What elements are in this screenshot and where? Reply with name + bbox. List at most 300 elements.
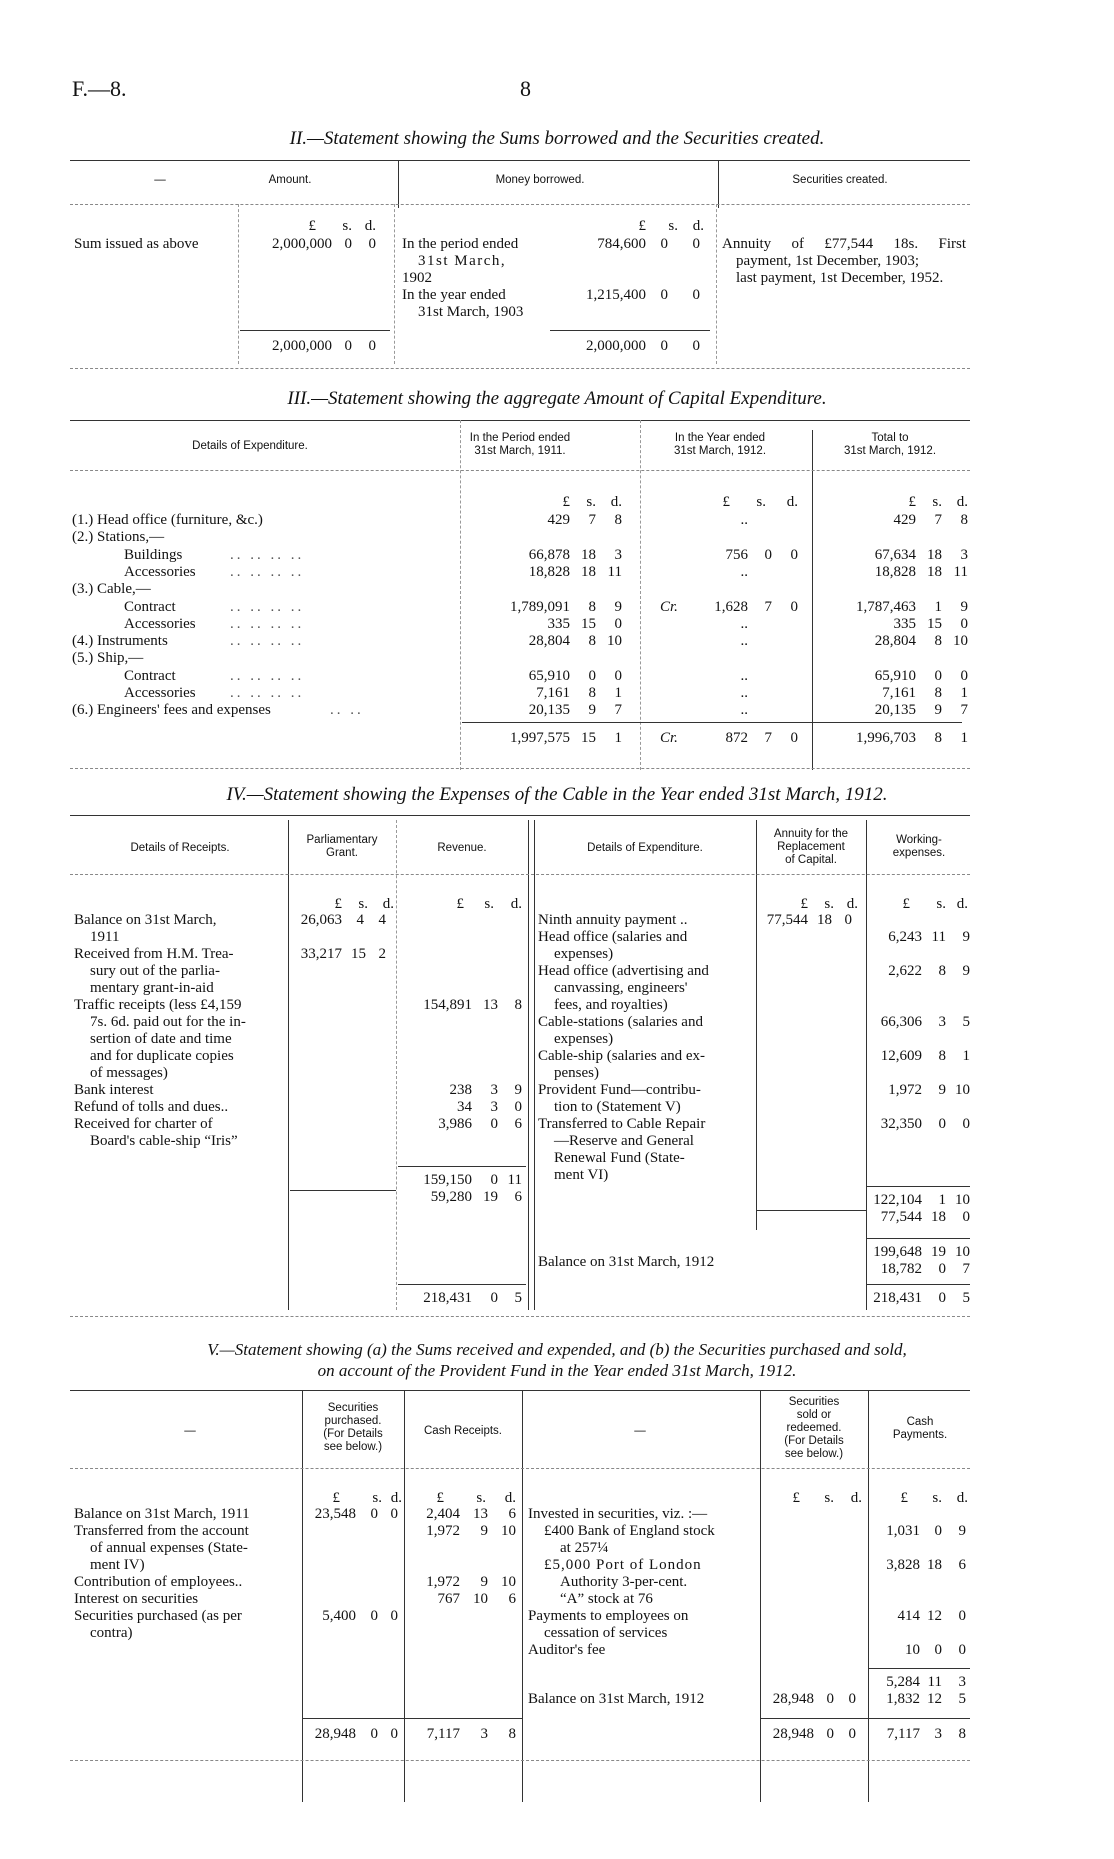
purchased-securities-pence: 0: [390, 1608, 398, 1624]
period-2-line-1: In the year ended: [402, 287, 506, 303]
header-year-1912-line-1: In the Year ended: [674, 432, 766, 444]
working-advertising-pence: 9: [962, 963, 970, 979]
balance-1912-label: Balance on 31st March, 1912: [538, 1254, 715, 1270]
header-dash: —: [184, 1425, 196, 1437]
cumulative-pence: 7: [960, 702, 968, 719]
rule: [760, 1718, 970, 1719]
total-purchased-shillings: 0: [370, 1726, 378, 1742]
currency-pence: d.: [956, 896, 968, 912]
cumulative-shillings: 1: [934, 598, 942, 615]
amount-shillings: 0: [344, 236, 352, 252]
purchased-balance-pence: 0: [390, 1506, 398, 1522]
amount-pounds: 2,000,000: [272, 236, 332, 252]
year-1912-pounds: ..: [740, 512, 748, 528]
working-balance-pounds: 18,782: [880, 1261, 922, 1277]
expenditure-item-label: Contract: [124, 598, 176, 615]
revenue-subtotal-pence: 11: [507, 1172, 522, 1188]
working-provident-pounds: 1,972: [888, 1082, 922, 1098]
total-year-1912-pence: 0: [790, 730, 798, 746]
period-1911-pounds: 65,910: [528, 667, 570, 684]
currency-shillings: s.: [824, 896, 834, 912]
purchased-securities-pounds: 5,400: [322, 1608, 356, 1624]
period-1911-shillings: 18: [581, 546, 596, 563]
total-sold-shillings: 0: [826, 1726, 834, 1742]
expenditure-line: fees, and royalties): [554, 997, 668, 1013]
receipts-contribution-pence: 10: [501, 1574, 516, 1590]
payments-balance-pounds: 1,832: [886, 1691, 920, 1707]
header-year-1912-line-2: 31st March, 1912.: [673, 445, 767, 457]
working-total-pence: 5: [962, 1290, 970, 1306]
rule: [396, 820, 397, 1310]
expenditure-line: penses): [554, 1065, 599, 1081]
rule: [640, 420, 641, 770]
total-sold-pence: 0: [848, 1726, 856, 1742]
statement-ii-title: II.—Statement showing the Sums borrowed and the Securities created.: [289, 128, 825, 149]
receipts-interest-pence: 6: [508, 1591, 516, 1607]
cumulative-pence: 3: [960, 546, 968, 563]
rule: [462, 722, 962, 723]
working-stations-pounds: 66,306: [880, 1014, 922, 1030]
revenue-traffic-shillings: 13: [483, 997, 498, 1013]
rule: [302, 1390, 303, 1802]
rule: [70, 204, 970, 205]
payment-line: £5,000 Port of London: [544, 1557, 702, 1573]
cumulative-pounds: 20,135: [874, 702, 916, 719]
working-balance-shillings: 0: [938, 1261, 946, 1277]
cumulative-pence: 9: [960, 598, 968, 615]
header-purchased-line-3: (For Details: [323, 1428, 383, 1440]
statement-iv-title: IV.—Statement showing the Expenses of the Cable in the Year ended 31st March, 1912.: [226, 784, 888, 805]
cumulative-pounds: 1,787,463: [856, 598, 916, 615]
cumulative-pounds: 7,161: [882, 685, 916, 701]
header-receipts: Details of Receipts.: [130, 842, 230, 854]
rule: [718, 160, 719, 208]
rule: [398, 160, 399, 208]
cumulative-shillings: 8: [934, 685, 942, 701]
currency-shillings: s.: [756, 494, 766, 510]
currency-pence: d.: [504, 1490, 516, 1506]
period-1-shillings: 0: [660, 236, 668, 252]
rule: [528, 820, 529, 1310]
header-total-line-1: Total to: [871, 432, 909, 444]
header-expenditure: Details of Expenditure.: [587, 842, 703, 854]
revenue-traffic-pounds: 154,891: [423, 997, 472, 1013]
expenditure-item-label: Accessories: [124, 615, 196, 632]
rule: [302, 1718, 522, 1719]
total-payments-shillings: 3: [934, 1726, 942, 1742]
grant-balance-shillings: 4: [356, 912, 364, 928]
header-cash-payments-line-1: Cash: [906, 1416, 934, 1428]
working-provident-shillings: 9: [938, 1082, 946, 1098]
leader-dots: .. .. .. ..: [230, 563, 305, 580]
cumulative-pence: 11: [953, 563, 968, 580]
header-total-line-2: 31st March, 1912.: [843, 445, 937, 457]
rule: [866, 820, 867, 1310]
period-1911-pounds: 429: [547, 512, 570, 528]
currency-pounds: £: [562, 494, 570, 510]
securities-line-1: Annuity of £77,544 18s. First: [722, 236, 966, 252]
annuity-pounds: 77,544: [766, 912, 808, 928]
cumulative-shillings: 7: [934, 512, 942, 528]
expenditure-line: Head office (salaries and: [538, 929, 688, 945]
rule: [70, 470, 970, 471]
sold-balance-pounds: 28,948: [772, 1691, 814, 1707]
currency-pounds: £: [908, 494, 916, 510]
total-period-1911-shillings: 15: [581, 730, 596, 746]
cumulative-shillings: 18: [927, 563, 942, 580]
receipt-line: mentary grant-in-aid: [90, 980, 214, 996]
rule: [756, 820, 757, 1230]
leader-dots: .. .. .. ..: [230, 667, 305, 684]
working-ship-pence: 1: [962, 1048, 970, 1064]
payments-boe-pounds: 1,031: [886, 1523, 920, 1539]
period-1-pence: 0: [692, 236, 700, 252]
currency-pence: d.: [510, 896, 522, 912]
working-subtotal-shillings: 1: [938, 1192, 946, 1208]
period-1911-pence: 9: [614, 598, 622, 615]
receipts-contribution-shillings: 9: [480, 1574, 488, 1590]
currency-pounds: £: [792, 1490, 800, 1506]
currency-pence: d.: [364, 218, 376, 234]
period-1911-pence: 0: [614, 667, 622, 684]
total-cumulative-pounds: 1,996,703: [856, 730, 916, 746]
statement-iii-title: III.—Statement showing the aggregate Amount of Capital Expenditure.: [287, 388, 827, 409]
currency-shillings: s.: [668, 218, 678, 234]
year-1912-pounds: ..: [740, 702, 748, 719]
total-year-1912-pounds: 872: [725, 730, 748, 746]
header-purchased-line-1: Securities: [327, 1402, 379, 1414]
payments-auditor-shillings: 0: [934, 1642, 942, 1658]
row-label: Sum issued as above: [74, 236, 199, 252]
receipt-line: Refund of tolls and dues..: [74, 1099, 229, 1115]
period-1911-pence: 11: [607, 563, 622, 580]
currency-shillings: s.: [932, 1490, 942, 1506]
revenue-traffic-pence: 8: [514, 997, 522, 1013]
working-head-office-pence: 9: [962, 929, 970, 945]
expenditure-item-label: (6.) Engineers' fees and expenses: [72, 702, 271, 719]
header-annuity-line-2: Replacement: [777, 841, 845, 853]
sold-balance-pence: 0: [848, 1691, 856, 1707]
statement-v-title-line-2: on account of the Provident Fund in the Year ended 31st March, 1912.: [317, 1361, 797, 1380]
total-borrowed-pounds: 2,000,000: [586, 338, 646, 354]
cumulative-pounds: 67,634: [874, 546, 916, 563]
year-1912-pounds: 756: [725, 546, 748, 563]
purchased-securities-shillings: 0: [370, 1608, 378, 1624]
period-1-line-1: In the period ended: [402, 236, 519, 252]
revenue-bank-shillings: 3: [490, 1082, 498, 1098]
working-ship-shillings: 8: [938, 1048, 946, 1064]
receipt-line: ment IV): [90, 1557, 145, 1573]
period-1911-pence: 1: [614, 685, 622, 701]
period-1911-pence: 3: [614, 546, 622, 563]
working-repair-shillings: 0: [938, 1116, 946, 1132]
expenditure-item-label: Contract: [124, 667, 176, 684]
period-1911-shillings: 0: [588, 667, 596, 684]
year-1912-shillings: 7: [764, 598, 772, 615]
securities-line-3: last payment, 1st December, 1952.: [736, 270, 944, 286]
total-purchased-pence: 0: [390, 1726, 398, 1742]
cumulative-shillings: 15: [927, 615, 942, 632]
leader-dots: .. .. .. ..: [230, 546, 305, 563]
year-1912-shillings: 0: [764, 546, 772, 563]
rule: [70, 1316, 970, 1317]
period-1911-shillings: 8: [588, 598, 596, 615]
balance-1912-label: Balance on 31st March, 1912: [528, 1691, 705, 1707]
expenditure-item-label: (2.) Stations,—: [72, 529, 165, 546]
total-payments-pence: 8: [958, 1726, 966, 1742]
header-amount: Amount.: [268, 174, 312, 186]
rule: [70, 1468, 970, 1469]
total-year-1912-shillings: 7: [764, 730, 772, 746]
payment-line: Authority 3-per-cent.: [560, 1574, 688, 1590]
purchased-balance-pounds: 23,548: [314, 1506, 356, 1522]
working-sum-pounds: 199,648: [873, 1244, 922, 1260]
currency-pounds: £: [902, 896, 910, 912]
expenditure-line: Cable-ship (salaries and ex-: [538, 1048, 706, 1064]
rule: [716, 204, 717, 364]
cumulative-pence: 1: [960, 685, 968, 701]
working-stations-shillings: 3: [938, 1014, 946, 1030]
rule: [290, 1190, 396, 1191]
cumulative-shillings: 9: [934, 702, 942, 719]
currency-shillings: s.: [824, 1490, 834, 1506]
period-1911-pounds: 18,828: [528, 563, 570, 580]
currency-pence: d.: [850, 1490, 862, 1506]
total-borrowed-shillings: 0: [660, 338, 668, 354]
payments-subtotal-shillings: 11: [927, 1674, 942, 1690]
year-1912-pounds: ..: [740, 667, 748, 684]
revenue-bank-pence: 9: [514, 1082, 522, 1098]
rule: [460, 420, 461, 770]
expenditure-item-label: (5.) Ship,—: [72, 650, 144, 667]
year-1912-pounds: ..: [740, 685, 748, 701]
period-1911-pounds: 1,789,091: [510, 598, 570, 615]
header-purchased-line-2: purchased.: [324, 1415, 382, 1427]
revenue-grant-shillings: 19: [483, 1189, 498, 1205]
receipt-line: Traffic receipts (less £4,159: [74, 997, 242, 1013]
revenue-subtotal-pounds: 159,150: [423, 1172, 472, 1188]
rule: [534, 820, 535, 1310]
rule: [70, 368, 970, 369]
rule: [240, 330, 390, 331]
currency-shillings: s.: [372, 1490, 382, 1506]
cumulative-pence: 0: [960, 615, 968, 632]
currency-shillings: s.: [476, 1490, 486, 1506]
payment-line: £400 Bank of England stock: [544, 1523, 715, 1539]
currency-pence: d.: [846, 896, 858, 912]
year-1912-pounds: ..: [740, 563, 748, 580]
header-sold-line-2: sold or: [796, 1409, 832, 1421]
rule: [522, 1390, 523, 1802]
rule: [70, 874, 970, 875]
working-stations-pence: 5: [962, 1014, 970, 1030]
rule: [760, 1390, 761, 1802]
currency-pence: d.: [786, 494, 798, 510]
rule: [70, 768, 970, 769]
payment-line: cessation of services: [544, 1625, 668, 1641]
grant-balance-pence: 4: [378, 912, 386, 928]
period-1911-pounds: 7,161: [536, 685, 570, 701]
revenue-subtotal-shillings: 0: [490, 1172, 498, 1188]
grant-treasury-pence: 2: [378, 946, 386, 962]
expenditure-line: expenses): [554, 1031, 614, 1047]
expenditure-line: Renewal Fund (State-: [554, 1150, 685, 1166]
leader-dots: .. .. .. ..: [230, 598, 305, 615]
header-dash: —: [154, 174, 166, 186]
currency-pence: d.: [610, 494, 622, 510]
period-1911-shillings: 8: [588, 685, 596, 701]
period-1-line-3: 1902: [402, 270, 432, 286]
expenditure-line: Provident Fund—contribu-: [538, 1082, 701, 1098]
payments-auditor-pence: 0: [958, 1642, 966, 1658]
receipt-line: sury out of the parlia-: [90, 963, 220, 979]
receipts-balance-shillings: 13: [473, 1506, 488, 1522]
receipt-line: sertion of date and time: [90, 1031, 232, 1047]
rule: [756, 1210, 866, 1211]
cumulative-pounds: 18,828: [874, 563, 916, 580]
period-1911-pence: 8: [614, 512, 622, 528]
credit-marker: Cr.: [660, 598, 678, 615]
expenditure-line: canvassing, engineers': [554, 980, 688, 996]
receipts-contribution-pounds: 1,972: [426, 1574, 460, 1590]
payments-pla-pounds: 3,828: [886, 1557, 920, 1573]
payments-boe-pence: 9: [958, 1523, 966, 1539]
cumulative-pounds: 429: [893, 512, 916, 528]
currency-shillings: s.: [932, 494, 942, 510]
period-2-pence: 0: [692, 287, 700, 303]
rule: [238, 204, 239, 364]
cumulative-shillings: 0: [934, 667, 942, 684]
grant-treasury-pounds: 33,217: [300, 946, 342, 962]
total-borrowed-pence: 0: [692, 338, 700, 354]
total-amount-pounds: 2,000,000: [272, 338, 332, 354]
working-repair-pounds: 32,350: [880, 1116, 922, 1132]
revenue-bank-pounds: 238: [449, 1082, 472, 1098]
payment-line: “A” stock at 76: [560, 1591, 653, 1607]
rule: [868, 1668, 970, 1669]
expenditure-item-label: (4.) Instruments: [72, 633, 168, 650]
expenditure-line: ment VI): [554, 1167, 609, 1183]
working-head-office-pounds: 6,243: [888, 929, 922, 945]
working-balance-pence: 7: [962, 1261, 970, 1277]
header-sold-line-1: Securities: [788, 1396, 840, 1408]
working-head-office-shillings: 11: [931, 929, 946, 945]
receipt-line: and for duplicate copies: [90, 1048, 234, 1064]
securities-line-2: payment, 1st December, 1903;: [736, 253, 920, 269]
revenue-refund-pence: 0: [514, 1099, 522, 1115]
header-cash-receipts: Cash Receipts.: [424, 1425, 502, 1437]
cumulative-pence: 0: [960, 667, 968, 684]
total-amount-pence: 0: [368, 338, 376, 354]
period-1911-pence: 10: [607, 633, 622, 650]
expenditure-line: —Reserve and General: [554, 1133, 694, 1149]
leader-dots: .. ..: [330, 702, 364, 719]
header-dash: —: [634, 1425, 646, 1437]
receipts-transfer-pence: 10: [501, 1523, 516, 1539]
header-period-1911-line-2: 31st March, 1911.: [474, 445, 566, 457]
period-2-pounds: 1,215,400: [586, 287, 646, 303]
payments-subtotal-pounds: 5,284: [886, 1674, 920, 1690]
credit-marker: Cr.: [660, 730, 678, 746]
year-1912-pounds: ..: [740, 633, 748, 650]
header-period-1911-line-1: In the Period ended: [469, 432, 571, 444]
header-sold-line-3: redeemed.: [786, 1422, 842, 1434]
header-securities-created: Securities created.: [792, 174, 888, 186]
payment-line: Auditor's fee: [528, 1642, 606, 1658]
working-repair-pence: 0: [962, 1116, 970, 1132]
header-details: Details of Expenditure.: [192, 440, 308, 452]
total-sold-pounds: 28,948: [772, 1726, 814, 1742]
currency-pence: d.: [956, 494, 968, 510]
cumulative-pence: 10: [953, 633, 968, 650]
sold-balance-shillings: 0: [826, 1691, 834, 1707]
year-1912-pence: 0: [790, 598, 798, 615]
header-sold-line-5: see below.): [784, 1448, 844, 1460]
period-1911-pence: 7: [614, 702, 622, 719]
expenditure-item-label: Buildings: [124, 546, 183, 563]
revenue-refund-pounds: 34: [457, 1099, 472, 1115]
expenditure-item-label: (3.) Cable,—: [72, 581, 151, 598]
period-1-line-2: 31st March,: [418, 253, 507, 269]
payments-pla-pence: 6: [958, 1557, 966, 1573]
currency-pounds: £: [436, 1490, 444, 1506]
currency-shillings: s.: [342, 218, 352, 234]
revenue-refund-shillings: 3: [490, 1099, 498, 1115]
header-money-borrowed: Money borrowed.: [495, 174, 585, 186]
rule: [868, 1390, 869, 1802]
expenditure-line: Transferred to Cable Repair: [538, 1116, 706, 1132]
receipt-line: Received from H.M. Trea-: [74, 946, 234, 962]
grant-treasury-shillings: 15: [351, 946, 366, 962]
payments-employees-pence: 0: [958, 1608, 966, 1624]
working-annuity-pounds: 77,544: [880, 1209, 922, 1225]
rule: [70, 160, 970, 161]
cumulative-shillings: 18: [927, 546, 942, 563]
revenue-charter-pence: 6: [514, 1116, 522, 1132]
expenditure-line: Ninth annuity payment ..: [538, 912, 688, 928]
expenditure-line: Head office (advertising and: [538, 963, 709, 979]
expenditure-item-label: (1.) Head office (furniture, &c.): [72, 512, 263, 528]
rule: [70, 1760, 970, 1761]
currency-pounds: £: [900, 1490, 908, 1506]
expenditure-item-label: Accessories: [124, 563, 196, 580]
leader-dots: .. .. .. ..: [230, 615, 305, 632]
year-1912-pounds: ..: [740, 615, 748, 632]
receipt-line: Balance on 31st March,: [74, 912, 217, 928]
receipts-interest-pounds: 767: [437, 1591, 460, 1607]
payments-auditor-pounds: 10: [905, 1642, 920, 1658]
period-1911-pence: 0: [614, 615, 622, 632]
rule: [70, 1390, 970, 1391]
header-sold-line-4: (For Details: [784, 1435, 844, 1447]
currency-pounds: £: [332, 1490, 340, 1506]
currency-pence: d.: [692, 218, 704, 234]
revenue-total-pounds: 218,431: [423, 1290, 472, 1306]
total-period-1911-pounds: 1,997,575: [510, 730, 570, 746]
currency-pounds: £: [800, 896, 808, 912]
payments-subtotal-pence: 3: [958, 1674, 966, 1690]
header-annuity-line-3: of Capital.: [785, 854, 837, 866]
grant-balance-pounds: 26,063: [300, 912, 342, 928]
revenue-total-pence: 5: [514, 1290, 522, 1306]
currency-pence: d.: [382, 896, 394, 912]
period-2-shillings: 0: [660, 287, 668, 303]
period-1911-shillings: 8: [588, 633, 596, 650]
expenditure-line: tion to (Statement V): [554, 1099, 681, 1115]
receipt-line: 1911: [90, 929, 120, 945]
year-1912-pounds: 1,628: [714, 598, 748, 615]
header-revenue: Revenue.: [437, 842, 487, 854]
